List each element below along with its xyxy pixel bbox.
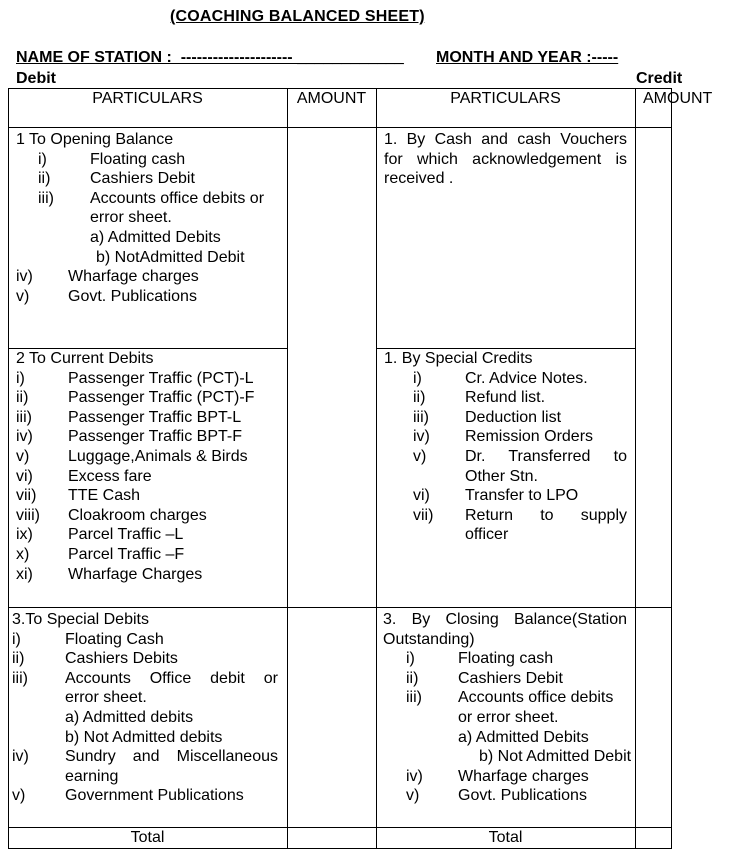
- item-number: ii): [406, 669, 419, 687]
- item-number: iii): [38, 189, 54, 207]
- debit-total-label: Total: [130, 829, 165, 846]
- item-text: a) Admitted debits: [65, 708, 194, 726]
- item-text: Wharfage Charges: [68, 565, 203, 583]
- item-text: Transfer to LPO: [465, 487, 579, 505]
- item-text: Government Publications: [65, 787, 244, 805]
- item-text: b) NotAdmitted Debit: [96, 248, 245, 266]
- item-number: viii): [16, 506, 40, 524]
- item-text: error sheet.: [65, 689, 147, 707]
- item-text: Cashiers Debit: [90, 170, 195, 188]
- list-item: [12, 786, 284, 806]
- list-item: [16, 248, 284, 268]
- item-number: iii): [413, 408, 429, 426]
- item-number: iv): [16, 428, 33, 446]
- list-item: [16, 565, 284, 585]
- header-amount-credit: AMOUNT: [643, 90, 713, 107]
- item-text: Dr. Transferred to: [465, 447, 627, 465]
- item-text: Passenger Traffic BPT-F: [68, 428, 242, 446]
- item-text: TTE Cash: [68, 487, 141, 505]
- item-number: v): [12, 787, 26, 805]
- item-text: Refund list.: [465, 389, 546, 407]
- list-item: [384, 506, 627, 526]
- closing-heading-line: 3. By Closing Balance(Station: [383, 611, 627, 628]
- item-number: i): [413, 369, 422, 387]
- list-item: [383, 708, 627, 728]
- debit-label: Debit: [16, 70, 56, 87]
- list-item: [16, 189, 284, 209]
- special-debits-heading: 3.To Special Debits: [12, 611, 149, 628]
- item-number: ii): [16, 389, 29, 407]
- table-bottom-border: [8, 848, 671, 849]
- list-item: [16, 267, 284, 287]
- debit-current-debits: [16, 349, 284, 584]
- item-text: Passenger Traffic BPT-L: [68, 408, 242, 426]
- special-credits-heading: 1. By Special Credits: [384, 350, 533, 367]
- item-text: Govt. Publications: [458, 787, 587, 805]
- item-text: Floating cash: [458, 650, 554, 668]
- item-number: ii): [12, 650, 25, 668]
- item-number: iv): [413, 428, 430, 446]
- list-item: [16, 486, 284, 506]
- col-divider-3: [635, 88, 636, 849]
- list-item: [384, 525, 627, 545]
- list-item: [384, 369, 627, 389]
- item-text: Other Stn.: [465, 467, 538, 485]
- cash-line: received .: [384, 170, 454, 188]
- list-item: [12, 669, 284, 689]
- list-item: [383, 767, 627, 787]
- item-text: Remission Orders: [465, 428, 594, 446]
- item-text: Accounts office debits or: [90, 189, 265, 207]
- item-text: officer: [465, 526, 509, 544]
- list-item: [383, 669, 627, 689]
- list-item: [384, 486, 627, 506]
- item-text: Cashiers Debit: [458, 669, 563, 687]
- item-number: iv): [16, 268, 33, 286]
- item-number: x): [16, 545, 30, 563]
- item-text: Excess fare: [68, 467, 152, 485]
- table-top-border: [8, 88, 671, 89]
- item-number: vii): [413, 506, 434, 524]
- table-right-border: [671, 88, 672, 849]
- item-text: Sundry and Miscellaneous: [65, 748, 278, 766]
- item-text: Parcel Traffic –L: [68, 526, 184, 544]
- list-item: [12, 630, 284, 650]
- list-item: [16, 408, 284, 428]
- item-number: iv): [12, 748, 29, 766]
- item-text: b) Not Admitted Debit: [479, 748, 632, 766]
- item-number: ii): [38, 170, 51, 188]
- debit-special-debits: [12, 610, 284, 806]
- list-item: [383, 688, 627, 708]
- item-number: vii): [16, 487, 37, 505]
- item-number: xi): [16, 565, 33, 583]
- list-item: [384, 447, 627, 467]
- item-text: Cr. Advice Notes.: [465, 369, 588, 387]
- list-item: [16, 506, 284, 526]
- list-item: [16, 369, 284, 389]
- total-row-top-border: [8, 827, 671, 828]
- list-item: [12, 708, 284, 728]
- closing-heading-line: Outstanding): [383, 630, 475, 648]
- list-item: [12, 649, 284, 669]
- list-item: [12, 688, 284, 708]
- list-item: [16, 208, 284, 228]
- item-text: a) Admitted Debits: [458, 728, 589, 746]
- list-item: [383, 747, 632, 767]
- item-text: Luggage,Animals & Birds: [68, 447, 248, 465]
- item-text: Wharfage charges: [68, 268, 199, 286]
- credit-cash-vouchers: [384, 130, 627, 189]
- list-item: [12, 767, 284, 787]
- item-number: v): [16, 447, 30, 465]
- item-number: iii): [16, 408, 32, 426]
- col-divider-2: [376, 88, 377, 849]
- list-item: [383, 728, 627, 748]
- list-item: [16, 388, 284, 408]
- item-text: Deduction list: [465, 408, 562, 426]
- list-item: [16, 169, 284, 189]
- item-text: b) Not Admitted debits: [65, 728, 223, 746]
- section-divider: [8, 607, 671, 608]
- list-item: [384, 388, 627, 408]
- list-item: [16, 467, 284, 487]
- list-item: [16, 545, 284, 565]
- list-item: [383, 649, 627, 669]
- list-item: [12, 728, 284, 748]
- item-text: earning: [65, 767, 119, 785]
- item-text: Passenger Traffic (PCT)-L: [68, 369, 254, 387]
- table-left-border: [8, 88, 9, 849]
- list-item: [384, 427, 627, 447]
- item-number: i): [16, 369, 25, 387]
- item-text: Floating Cash: [65, 630, 164, 648]
- cash-line: for which acknowledgement is: [384, 150, 627, 168]
- item-text: Cloakroom charges: [68, 506, 207, 524]
- list-item: [16, 447, 284, 467]
- item-text: a) Admitted Debits: [90, 228, 221, 246]
- credit-total-label: Total: [488, 829, 523, 846]
- item-number: vi): [16, 467, 33, 485]
- list-item: [16, 150, 284, 170]
- credit-label: Credit: [636, 70, 683, 87]
- item-number: vi): [413, 487, 430, 505]
- item-text: error sheet.: [90, 209, 172, 227]
- item-text: or error sheet.: [458, 708, 559, 726]
- item-text: Accounts office debits: [458, 689, 614, 707]
- header-amount-debit: AMOUNT: [296, 90, 367, 107]
- item-number: i): [12, 630, 21, 648]
- item-number: ii): [413, 389, 426, 407]
- header-particulars-debit: PARTICULARS: [92, 90, 203, 107]
- item-number: iv): [406, 767, 423, 785]
- item-text: Passenger Traffic (PCT)-F: [68, 389, 255, 407]
- credit-closing-balance: [383, 610, 632, 806]
- item-number: i): [406, 650, 415, 668]
- item-number: ix): [16, 526, 33, 544]
- header-bottom-border: [8, 127, 671, 128]
- item-text: Cashiers Debits: [65, 650, 178, 668]
- item-text: Floating cash: [90, 150, 186, 168]
- sheet-title: (COACHING BALANCED SHEET): [170, 8, 425, 25]
- item-number: i): [38, 150, 47, 168]
- list-item: [16, 525, 284, 545]
- list-item: [16, 228, 284, 248]
- item-text: Govt. Publications: [68, 287, 197, 305]
- item-number: iii): [406, 689, 422, 707]
- item-number: v): [16, 287, 30, 305]
- list-item: [12, 747, 284, 767]
- cash-line: 1. By Cash and cash Vouchers: [384, 131, 627, 148]
- item-number: iii): [12, 669, 28, 687]
- item-text: Accounts Office debit or: [65, 669, 278, 687]
- item-text: Return to supply: [465, 506, 627, 524]
- list-item: [384, 467, 627, 487]
- name-of-station-field: NAME OF STATION : --------------------- ____________: [16, 49, 404, 66]
- col-divider-1: [287, 88, 288, 849]
- item-number: v): [413, 447, 427, 465]
- item-text: Wharfage charges: [458, 767, 589, 785]
- item-number: v): [406, 787, 420, 805]
- debit-opening-balance: [16, 130, 284, 306]
- list-item: [16, 287, 284, 307]
- month-and-year-field: MONTH AND YEAR :-----: [436, 49, 619, 66]
- credit-special-credits: [384, 349, 627, 545]
- list-item: [16, 427, 284, 447]
- opening-heading: 1 To Opening Balance: [16, 131, 174, 148]
- list-item: [383, 786, 627, 806]
- current-heading: 2 To Current Debits: [16, 350, 154, 367]
- item-text: Parcel Traffic –F: [68, 545, 185, 563]
- list-item: [384, 408, 627, 428]
- header-particulars-credit: PARTICULARS: [450, 90, 561, 107]
